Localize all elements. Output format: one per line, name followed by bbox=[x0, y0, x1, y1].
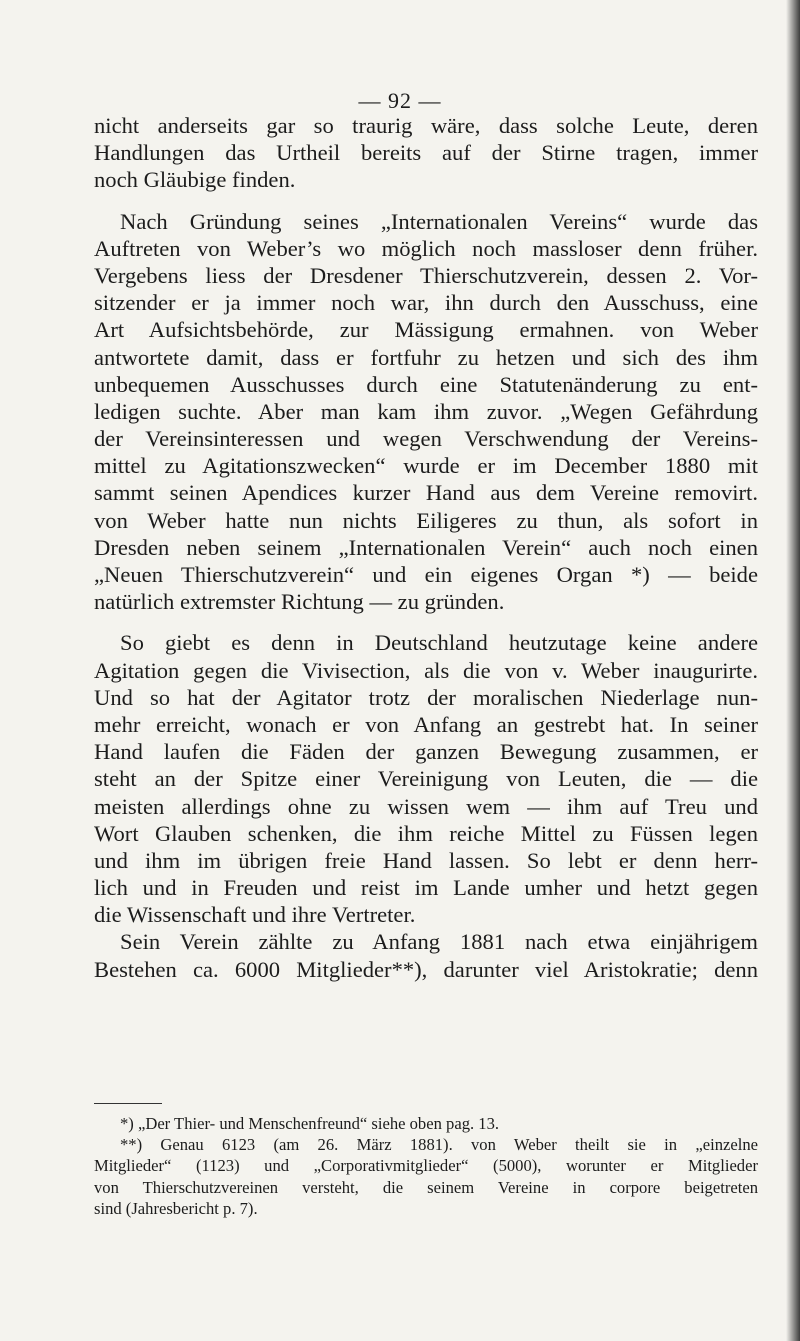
text-line: sitzender er ja immer noch war, ihn durch den Ausschuss, eine bbox=[94, 290, 758, 316]
text-line: Und so hat der Agitator trotz der moralischen Niederlage nun- bbox=[94, 684, 758, 710]
text-line: mittel zu Agitationszwecken“ wurde er im December 1880 mit bbox=[94, 453, 758, 479]
text-line: von Weber hatte nun nichts Eiligeres zu thun, als sofort in bbox=[94, 507, 758, 533]
text-line: lich und in Freuden und reist im Lande umher und hetzt gegen bbox=[94, 875, 758, 901]
text-line: nicht anderseits gar so traurig wäre, dass solche Leute, deren bbox=[94, 113, 758, 138]
text-line: Bestehen ca. 6000 Mitglieder**), darunter viel Aristokratie; denn bbox=[94, 956, 758, 982]
text-line: die Wissenschaft und ihre Vertreter. bbox=[94, 902, 416, 928]
text-line: Dresden neben seinem „Internationalen Verein“ auch noch einen bbox=[94, 534, 758, 560]
footnote-line: von Thierschutzvereinen versteht, die seinem Vereine in corpore beigetreten bbox=[94, 1177, 758, 1197]
text-line: Wort Glauben schenken, die ihm reiche Mittel zu Füssen legen bbox=[94, 820, 758, 846]
text-line: Agitation gegen die Vivisection, als die von v. Weber inaugurirte. bbox=[94, 657, 758, 683]
text-line: Vergebens liess der Dresdener Thierschutzverein, dessen 2. Vor- bbox=[94, 262, 758, 288]
page-number: — 92 — bbox=[358, 88, 442, 113]
text-line: So giebt es denn in Deutschland heutzutage keine andere bbox=[120, 630, 758, 656]
text-line: und ihm im übrigen freie Hand lassen. So lebt er denn herr- bbox=[94, 847, 758, 873]
text-line: natürlich extremster Richtung — zu gründen. bbox=[94, 589, 505, 615]
paragraph bbox=[94, 208, 758, 616]
paragraph bbox=[94, 112, 758, 194]
footnote bbox=[94, 1134, 758, 1219]
text-line: steht an der Spitze einer Vereinigung von Leuten, die — die bbox=[94, 766, 758, 792]
text-line: noch Gläubige finden. bbox=[94, 167, 296, 193]
paragraph bbox=[94, 928, 758, 982]
footnote-divider bbox=[94, 1103, 162, 1104]
text-line: Art Aufsichtsbehörde, zur Mässigung ermahnen. von Weber bbox=[94, 317, 758, 343]
text-line: unbequemen Ausschusses durch eine Statutenänderung zu ent- bbox=[94, 371, 758, 397]
footnotes bbox=[94, 1113, 758, 1219]
page-edge-shadow bbox=[786, 0, 800, 1341]
text-line: Auftreten von Weber’s wo möglich noch massloser denn früher. bbox=[94, 235, 758, 261]
text-line: Handlungen das Urtheil bereits auf der Stirne tragen, immer bbox=[94, 140, 758, 166]
text-line: der Vereinsinteressen und wegen Verschwendung der Vereins- bbox=[94, 426, 758, 452]
body-text bbox=[94, 112, 758, 983]
text-line: Sein Verein zählte zu Anfang 1881 nach etwa einjährigem bbox=[120, 929, 758, 955]
footnote-line: sind (Jahresbericht p. 7). bbox=[94, 1198, 258, 1218]
footnote bbox=[94, 1113, 758, 1134]
text-line: antwortete damit, dass er fortfuhr zu hetzen und sich des ihm bbox=[94, 344, 758, 370]
footnote-line: **) Genau 6123 (am 26. März 1881). von Weber theilt sie in „einzelne bbox=[120, 1135, 758, 1155]
text-line: ledigen suchte. Aber man kam ihm zuvor. „Wegen Gefährdung bbox=[94, 398, 758, 424]
footnote-line: Mitglieder“ (1123) und „Corporativmitglieder“ (5000), worunter er Mitglieder bbox=[94, 1156, 758, 1176]
footnote-line: *) „Der Thier- und Menschenfreund“ siehe oben pag. 13. bbox=[120, 1114, 500, 1133]
text-line: Hand laufen die Fäden der ganzen Bewegung zusammen, er bbox=[94, 739, 758, 765]
text-line: Nach Gründung seines „Internationalen Vereins“ wurde das bbox=[120, 208, 758, 234]
text-line: sammt seinen Apendices kurzer Hand aus dem Vereine removirt. bbox=[94, 480, 758, 506]
text-line: meisten allerdings ohne zu wissen wem — ihm auf Treu und bbox=[94, 793, 758, 819]
text-line: mehr erreicht, wonach er von Anfang an gestrebt hat. In seiner bbox=[94, 711, 758, 737]
text-line: „Neuen Thierschutzverein“ und ein eigenes Organ *) — beide bbox=[94, 562, 758, 587]
paragraph bbox=[94, 629, 758, 928]
